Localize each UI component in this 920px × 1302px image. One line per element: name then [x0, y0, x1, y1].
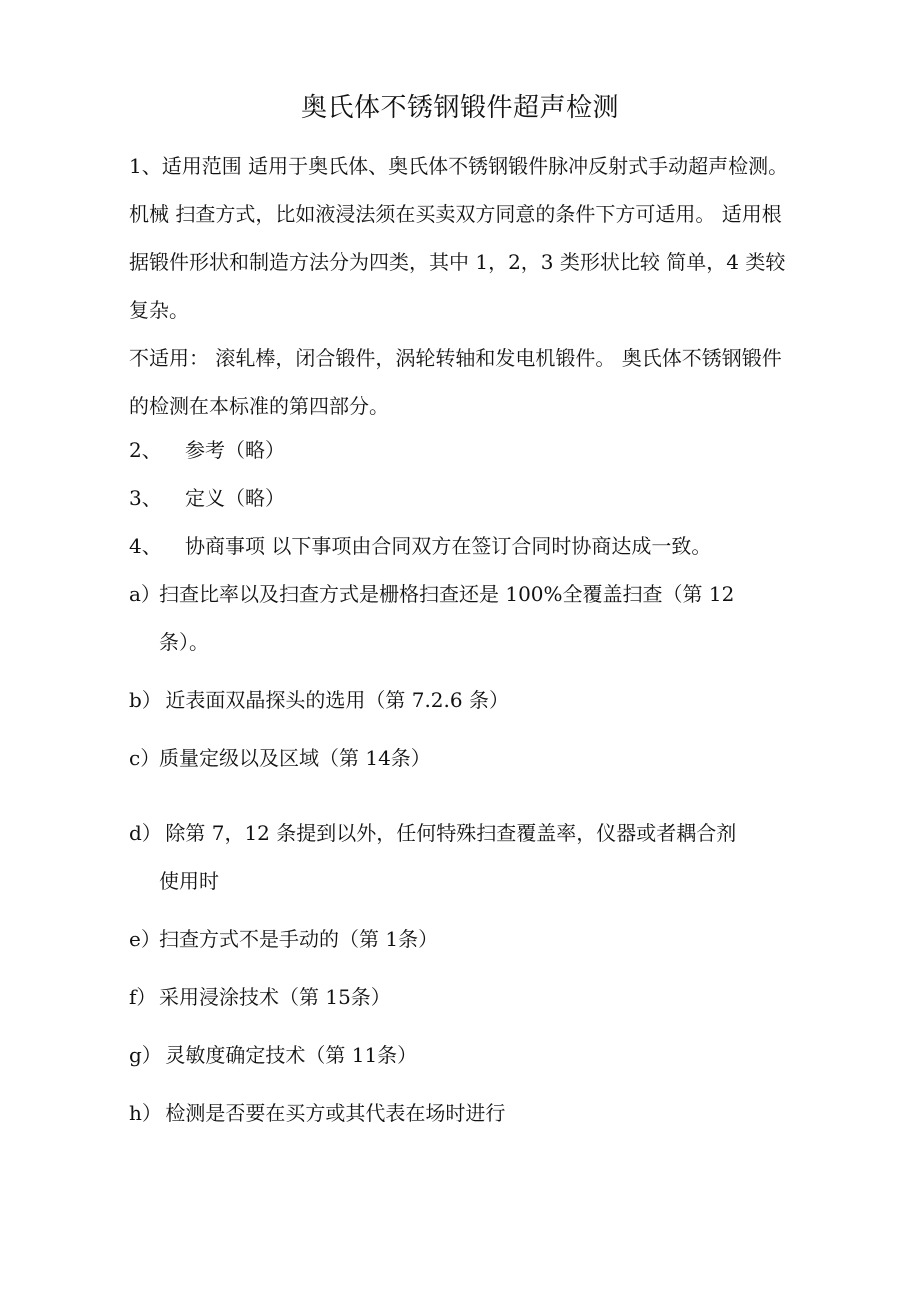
list-item-d-continuation: 使用时 — [159, 869, 219, 893]
list-marker: d） — [129, 821, 162, 845]
list-item-text: 采用浸涂技术（第 15条） — [159, 985, 391, 1009]
section-2-references — [129, 435, 285, 465]
list-item-text: 扫查比率以及扫查方式是栅格扫查还是 100%全覆盖扫查（第 12 — [159, 582, 735, 606]
list-item-b — [129, 685, 789, 715]
list-marker: c） — [129, 746, 161, 770]
list-item-text: 检测是否要在买方或其代表在场时进行 — [159, 1101, 506, 1125]
section-number: 3、 — [129, 486, 162, 510]
list-marker: b） — [129, 688, 162, 712]
list-item-a-continuation: 条）。 — [159, 630, 209, 654]
list-item-d — [129, 818, 789, 848]
list-item-a — [129, 579, 789, 609]
list-marker: f） — [129, 985, 157, 1009]
section-text: 参考（略） — [185, 438, 285, 462]
list-item-h — [129, 1098, 789, 1128]
section-1-not-applicable: 不适用： 滚轧棒，闭合锻件，涡轮转轴和发电机锻件。 奥氏体不锈钢锻件的检测在本标准的第四部分。 — [129, 346, 782, 418]
page-title: 奥氏体不锈钢锻件超声检测 — [300, 93, 619, 123]
list-item-g — [129, 1040, 789, 1070]
list-marker: g） — [129, 1043, 162, 1067]
list-marker: e） — [129, 927, 161, 951]
list-item-text: 扫查方式不是手动的（第 1条） — [159, 927, 439, 951]
list-item-e — [129, 924, 789, 954]
list-marker: h） — [129, 1101, 162, 1125]
section-text: 定义（略） — [185, 486, 285, 510]
list-item-c — [129, 743, 789, 773]
section-number: 2、 — [129, 438, 162, 462]
list-item-text: 灵敏度确定技术（第 11条） — [159, 1043, 418, 1067]
list-item-text: 近表面双晶探头的选用（第 7.2.6 条） — [159, 688, 509, 712]
list-item-f — [129, 982, 789, 1012]
list-marker: a） — [129, 582, 161, 606]
section-3-definitions — [129, 483, 285, 513]
section-number: 4、 — [129, 534, 162, 558]
section-1-scope: 1、适用范围 适用于奥氏体、奥氏体不锈钢锻件脉冲反射式手动超声检测。机械 扫查方式，比如液浸法须在买卖双方同意的条件下方可适用。 适用根据锻件形状和制造方法分为四类，其中 1，2，3 类形状比较 简单，4 类较复杂。 — [129, 154, 789, 322]
section-text: 协商事项 以下事项由合同双方在签订合同时协商达成一致。 — [185, 534, 712, 558]
list-item-text: 除第 7，12 条提到以外，任何特殊扫查覆盖率，仪器或者耦合剂 — [159, 821, 737, 845]
section-4-negotiation — [129, 531, 711, 561]
list-item-text: 质量定级以及区域（第 14条） — [159, 746, 431, 770]
